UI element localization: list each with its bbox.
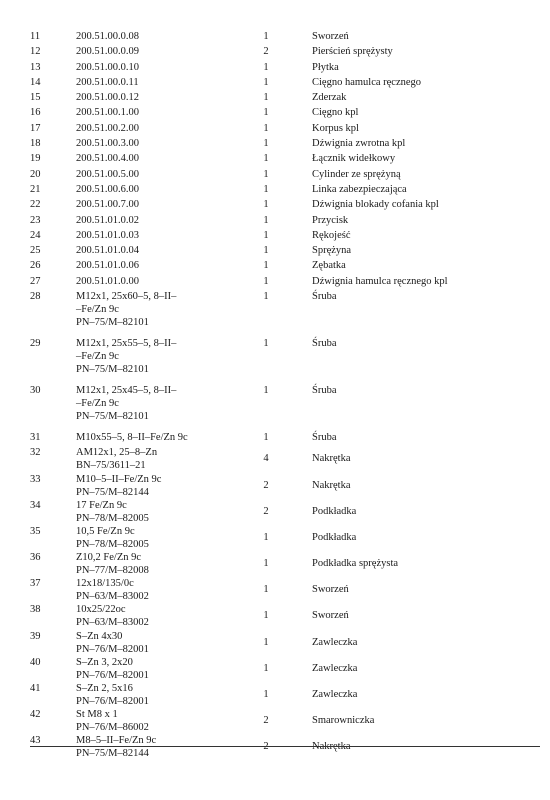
part-code bbox=[76, 61, 246, 74]
part-name: Smarowniczka bbox=[312, 715, 375, 727]
part-code-line: 200.51.00.6.00 bbox=[76, 183, 139, 195]
part-name: Sworzeń bbox=[312, 584, 349, 596]
part-quantity: 1 bbox=[263, 531, 269, 543]
part-name: Nakrętka bbox=[312, 453, 351, 465]
part-number: 23 bbox=[30, 214, 41, 226]
part-number: 15 bbox=[30, 92, 41, 104]
part-number: 42 bbox=[30, 709, 41, 721]
part-code bbox=[76, 198, 246, 211]
part-code-line: PN–76/M–82001 bbox=[76, 696, 149, 708]
part-name: Zawleczka bbox=[312, 689, 358, 701]
part-quantity: 1 bbox=[263, 662, 269, 674]
part-code bbox=[76, 106, 246, 119]
part-row bbox=[0, 656, 550, 682]
part-code-line: PN–75/M–82144 bbox=[76, 748, 149, 760]
part-name: Rękojeść bbox=[312, 229, 351, 241]
part-number: 33 bbox=[30, 473, 41, 485]
part-code bbox=[76, 446, 246, 472]
part-code bbox=[76, 682, 246, 708]
part-code bbox=[76, 137, 246, 150]
part-number: 18 bbox=[30, 138, 41, 150]
part-quantity: 1 bbox=[263, 76, 269, 88]
part-number: 22 bbox=[30, 199, 41, 211]
part-name: Cięgno hamulca ręcznego bbox=[312, 76, 422, 88]
part-code-line: M12x1, 25x45–5, 8–II– bbox=[76, 385, 177, 397]
part-row bbox=[0, 551, 550, 577]
part-row bbox=[0, 122, 550, 137]
part-code bbox=[76, 525, 246, 551]
part-number: 14 bbox=[30, 76, 41, 88]
part-code-line: M8–5–II–Fe/Zn 9c bbox=[76, 735, 157, 747]
part-row bbox=[0, 446, 550, 472]
part-code bbox=[76, 168, 246, 181]
part-code-line: PN–75/M–82101 bbox=[76, 317, 149, 329]
part-number: 36 bbox=[30, 552, 41, 564]
part-code-line: Z10,2 Fe/Zn 9c bbox=[76, 552, 142, 564]
part-code bbox=[76, 214, 246, 227]
part-name: Sprężyna bbox=[312, 245, 352, 257]
part-code bbox=[76, 431, 246, 444]
part-name: Pierścień sprężysty bbox=[312, 46, 393, 58]
part-code-line: S–Zn 4x30 bbox=[76, 630, 123, 642]
part-quantity: 2 bbox=[263, 505, 269, 517]
part-row bbox=[0, 214, 550, 229]
part-code-line: PN–76/M–82001 bbox=[76, 643, 149, 655]
part-quantity: 1 bbox=[263, 291, 269, 303]
part-number: 35 bbox=[30, 525, 41, 537]
part-name: Nakrętka bbox=[312, 479, 351, 491]
part-row bbox=[0, 708, 550, 734]
part-number: 43 bbox=[30, 735, 41, 747]
part-number: 41 bbox=[30, 683, 41, 695]
part-row bbox=[0, 76, 550, 91]
part-name: Śruba bbox=[312, 291, 337, 303]
part-code-line: PN–75/M–82101 bbox=[76, 411, 149, 423]
part-code-line: M12x1, 25x60–5, 8–II– bbox=[76, 291, 177, 303]
part-code bbox=[76, 473, 246, 499]
part-number: 26 bbox=[30, 260, 41, 272]
part-code bbox=[76, 30, 246, 43]
part-row bbox=[0, 577, 550, 603]
part-row bbox=[0, 168, 550, 183]
part-code-line: 200.51.01.0.04 bbox=[76, 245, 139, 257]
part-code-line: –Fe/Zn 9c bbox=[76, 351, 119, 363]
part-quantity: 1 bbox=[263, 92, 269, 104]
part-number: 24 bbox=[30, 229, 41, 241]
part-row bbox=[0, 525, 550, 551]
part-name: Zawleczka bbox=[312, 636, 358, 648]
part-row bbox=[0, 630, 550, 656]
part-code-line: 12x18/135/0c bbox=[76, 578, 134, 590]
part-row bbox=[0, 499, 550, 525]
part-quantity: 1 bbox=[263, 61, 269, 73]
part-quantity: 1 bbox=[263, 31, 269, 42]
part-code bbox=[76, 708, 246, 734]
part-quantity: 1 bbox=[263, 168, 269, 180]
part-row bbox=[0, 290, 550, 337]
part-quantity: 1 bbox=[263, 260, 269, 272]
part-code-line: 200.51.00.3.00 bbox=[76, 138, 139, 150]
part-number: 12 bbox=[30, 46, 41, 58]
part-quantity: 1 bbox=[263, 636, 269, 648]
part-quantity: 1 bbox=[263, 229, 269, 241]
part-code-line: 200.51.01.0.06 bbox=[76, 260, 139, 272]
part-quantity: 1 bbox=[263, 610, 269, 622]
bottom-rule bbox=[30, 746, 540, 747]
part-name: Przycisk bbox=[312, 214, 349, 226]
part-code bbox=[76, 603, 246, 629]
part-row bbox=[0, 431, 550, 446]
part-quantity: 1 bbox=[263, 199, 269, 211]
part-name: Łącznik widełkowy bbox=[312, 153, 396, 165]
part-code-line: 10x25/22oc bbox=[76, 604, 126, 616]
part-code-line: 17 Fe/Zn 9c bbox=[76, 499, 127, 511]
part-code bbox=[76, 734, 246, 760]
part-name: Dźwignia zwrotna kpl bbox=[312, 138, 406, 150]
part-code-line: –Fe/Zn 9c bbox=[76, 398, 119, 410]
part-name: Dźwignia hamulca ręcznego kpl bbox=[312, 275, 448, 287]
part-code bbox=[76, 630, 246, 656]
part-number: 28 bbox=[30, 291, 41, 303]
part-quantity: 1 bbox=[263, 153, 269, 165]
part-name: Zawleczka bbox=[312, 662, 358, 674]
part-code-line: PN–63/M–83002 bbox=[76, 617, 149, 629]
part-code bbox=[76, 290, 246, 329]
part-quantity: 1 bbox=[263, 558, 269, 570]
part-row bbox=[0, 137, 550, 152]
part-name: Śruba bbox=[312, 385, 337, 397]
part-number: 31 bbox=[30, 432, 41, 444]
parts-list bbox=[0, 30, 550, 761]
part-row bbox=[0, 30, 550, 45]
part-code-line: M10x55–5, 8–II–Fe/Zn 9c bbox=[76, 432, 188, 444]
part-number: 30 bbox=[30, 385, 41, 397]
part-code bbox=[76, 244, 246, 257]
part-row bbox=[0, 152, 550, 167]
part-code-line: 200.51.00.0.11 bbox=[76, 76, 139, 88]
part-quantity: 4 bbox=[263, 453, 269, 465]
part-number: 32 bbox=[30, 447, 41, 459]
part-code-line: S–Zn 3, 2x20 bbox=[76, 656, 133, 668]
part-code-line: 10,5 Fe/Zn 9c bbox=[76, 525, 135, 537]
part-code-line: 200.51.00.0.08 bbox=[76, 31, 139, 42]
part-code-line: –Fe/Zn 9c bbox=[76, 304, 119, 316]
part-code-line: PN–75/M–82144 bbox=[76, 486, 149, 498]
part-code-line: 200.51.00.7.00 bbox=[76, 199, 139, 211]
part-quantity: 1 bbox=[263, 432, 269, 444]
part-number: 39 bbox=[30, 630, 41, 642]
part-code-line: PN–76/M–82001 bbox=[76, 669, 149, 681]
part-name: Dźwignia blokady cofania kpl bbox=[312, 199, 439, 211]
part-quantity: 2 bbox=[263, 715, 269, 727]
part-code-line: 200.51.00.2.00 bbox=[76, 122, 139, 134]
part-name: Zderzak bbox=[312, 92, 347, 104]
part-row bbox=[0, 384, 550, 431]
part-row bbox=[0, 61, 550, 76]
part-row bbox=[0, 275, 550, 290]
part-code bbox=[76, 656, 246, 682]
part-code-line: 200.51.00.4.00 bbox=[76, 153, 139, 165]
part-code-line: PN–78/M–82005 bbox=[76, 538, 149, 550]
part-code bbox=[76, 122, 246, 135]
part-code bbox=[76, 76, 246, 89]
part-row bbox=[0, 682, 550, 708]
part-quantity: 1 bbox=[263, 275, 269, 287]
part-quantity: 2 bbox=[263, 479, 269, 491]
part-code bbox=[76, 551, 246, 577]
part-code bbox=[76, 384, 246, 423]
part-quantity: 1 bbox=[263, 385, 269, 397]
part-name: Podkładka bbox=[312, 531, 357, 543]
part-code-line: S–Zn 2, 5x16 bbox=[76, 683, 133, 695]
part-row bbox=[0, 337, 550, 384]
part-name: Nakrętka bbox=[312, 741, 351, 753]
part-row bbox=[0, 603, 550, 629]
part-quantity: 1 bbox=[263, 584, 269, 596]
part-code-line: 200.51.01.0.00 bbox=[76, 275, 139, 287]
part-number: 11 bbox=[30, 31, 41, 42]
part-code-line: M12x1, 25x55–5, 8–II– bbox=[76, 338, 177, 350]
part-row bbox=[0, 198, 550, 213]
part-code-line: M10–5–II–Fe/Zn 9c bbox=[76, 473, 162, 485]
part-code-line: 200.51.01.0.03 bbox=[76, 229, 139, 241]
part-number: 19 bbox=[30, 153, 41, 165]
part-number: 40 bbox=[30, 656, 41, 668]
part-number: 20 bbox=[30, 168, 41, 180]
part-row bbox=[0, 734, 550, 760]
part-name: Śruba bbox=[312, 338, 337, 350]
part-quantity: 1 bbox=[263, 214, 269, 226]
part-code-line: 200.51.00.5.00 bbox=[76, 168, 139, 180]
part-code bbox=[76, 229, 246, 242]
part-code bbox=[76, 577, 246, 603]
part-number: 25 bbox=[30, 245, 41, 257]
part-code-line: PN–76/M–86002 bbox=[76, 722, 149, 734]
part-quantity: 1 bbox=[263, 245, 269, 257]
part-quantity: 1 bbox=[263, 183, 269, 195]
part-quantity: 1 bbox=[263, 122, 269, 134]
part-code-line: 200.51.00.0.12 bbox=[76, 92, 139, 104]
part-code-line: 200.51.00.1.00 bbox=[76, 107, 139, 119]
part-number: 29 bbox=[30, 338, 41, 350]
part-row bbox=[0, 229, 550, 244]
part-code bbox=[76, 91, 246, 104]
part-code-line: PN–78/M–82005 bbox=[76, 512, 149, 524]
part-quantity: 2 bbox=[263, 46, 269, 58]
part-code-line: BN–75/3611–21 bbox=[76, 460, 146, 472]
part-row bbox=[0, 183, 550, 198]
part-quantity: 1 bbox=[263, 138, 269, 150]
part-name: Cylinder ze sprężyną bbox=[312, 168, 401, 180]
part-code bbox=[76, 183, 246, 196]
part-name: Podkładka bbox=[312, 505, 357, 517]
part-name: Sworzeń bbox=[312, 610, 349, 622]
part-name: Cięgno kpl bbox=[312, 107, 359, 119]
part-code-line: PN–63/M–83002 bbox=[76, 591, 149, 603]
part-code-line: 200.51.01.0.02 bbox=[76, 214, 139, 226]
part-name: Zębatka bbox=[312, 260, 346, 272]
part-code bbox=[76, 275, 246, 288]
part-quantity: 1 bbox=[263, 107, 269, 119]
part-code-line: PN–75/M–82101 bbox=[76, 364, 149, 376]
part-name: Podkładka sprężysta bbox=[312, 558, 399, 570]
part-row bbox=[0, 91, 550, 106]
part-code-line: PN–77/M–82008 bbox=[76, 565, 149, 577]
part-name: Linka zabezpieczająca bbox=[312, 183, 407, 195]
part-row bbox=[0, 244, 550, 259]
part-code-line: St M8 x 1 bbox=[76, 709, 118, 721]
part-row bbox=[0, 106, 550, 121]
part-name: Płytka bbox=[312, 61, 339, 73]
part-quantity: 1 bbox=[263, 689, 269, 701]
part-number: 34 bbox=[30, 499, 41, 511]
part-code-line: 200.51.00.0.09 bbox=[76, 46, 139, 58]
part-code bbox=[76, 45, 246, 58]
part-code-line: 200.51.00.0.10 bbox=[76, 61, 139, 73]
part-number: 13 bbox=[30, 61, 41, 73]
part-number: 17 bbox=[30, 122, 41, 134]
part-code bbox=[76, 499, 246, 525]
part-code bbox=[76, 152, 246, 165]
part-code-line: AM12x1, 25–8–Zn bbox=[76, 447, 158, 459]
part-row bbox=[0, 45, 550, 60]
part-number: 38 bbox=[30, 604, 41, 616]
part-row bbox=[0, 259, 550, 274]
part-quantity: 1 bbox=[263, 338, 269, 350]
part-number: 21 bbox=[30, 183, 41, 195]
part-name: Sworzeń bbox=[312, 31, 349, 42]
part-name: Śruba bbox=[312, 432, 337, 444]
part-quantity: 2 bbox=[263, 741, 269, 753]
part-row bbox=[0, 473, 550, 499]
part-name: Korpus kpl bbox=[312, 122, 359, 134]
part-number: 27 bbox=[30, 275, 41, 287]
part-code bbox=[76, 337, 246, 376]
part-number: 16 bbox=[30, 107, 41, 119]
part-number: 37 bbox=[30, 578, 41, 590]
part-code bbox=[76, 259, 246, 272]
